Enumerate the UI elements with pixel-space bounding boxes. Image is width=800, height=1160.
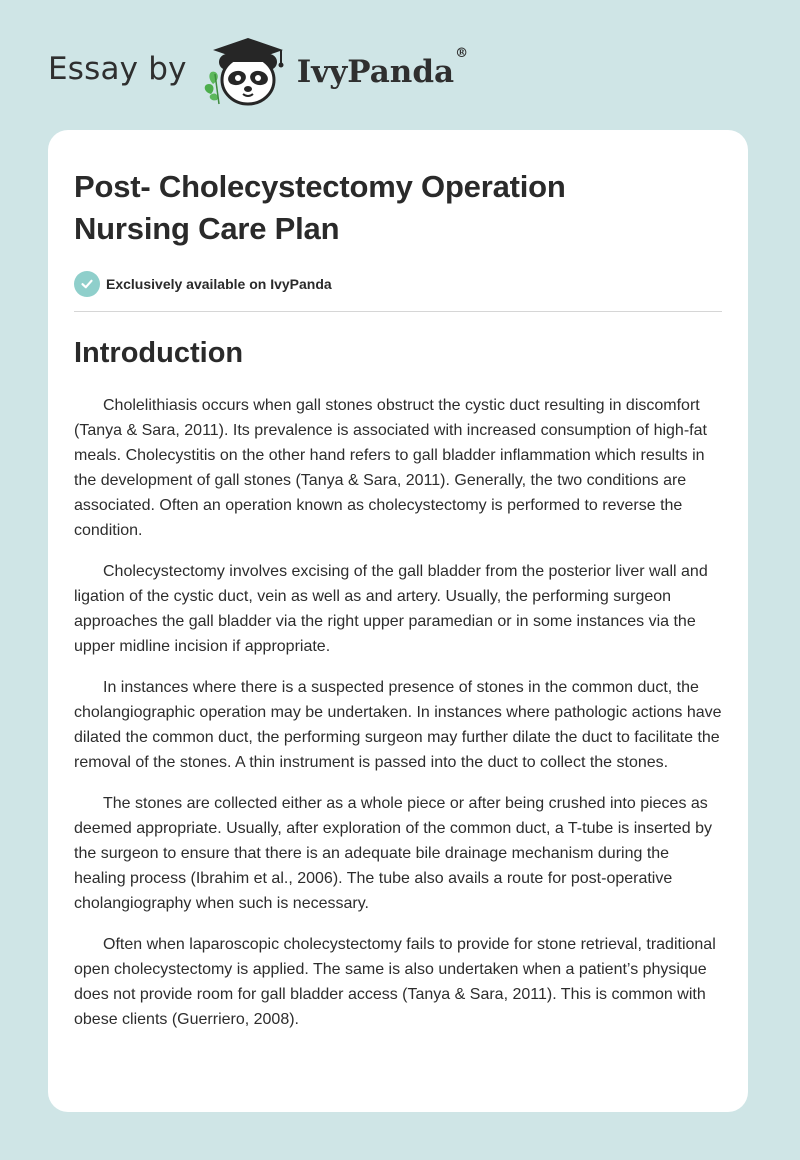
divider: [74, 311, 722, 312]
exclusive-label: Exclusively available on IvyPanda: [106, 276, 332, 292]
title-line-2: Nursing Care Plan: [74, 211, 340, 246]
exclusive-badge: [74, 270, 722, 298]
article-card: [48, 130, 748, 1112]
title-line-1: Post- Cholecystectomy Operation: [74, 169, 566, 204]
paragraph: Often when laparoscopic cholecystectomy fails to provide for stone retrieval, traditional open cholecystectomy is applied. The same is also undertaken when a patient’s physique does not provide room for gall bladder access (Tanya & Sara, 2011). This is common with obese clients (Guerriero, 2008).: [74, 936, 716, 1028]
panda-graduate-icon[interactable]: [199, 34, 291, 108]
check-circle-icon: [74, 271, 100, 297]
registered-mark: ®: [455, 45, 469, 61]
paragraph: Cholecystectomy involves excising of the gall bladder from the posterior liver wall and ligation of the cystic duct, vein as well as and artery. Usually, the performing surgeon approaches the gall bladder via the right upper paramedian or in some instances via the upper midline incision if appropriate.: [74, 563, 708, 655]
section-heading: Introduction: [74, 337, 244, 369]
paragraph: The stones are collected either as a whole piece or after being crushed into pieces as deemed appropriate. Usually, after exploration of the common duct, a T-tube is inserted by the surgeon to ensure that there is an adequate bile drainage mechanism during the healing process (Ibrahim et al., 2006). The tube also avails a route for post-operative cholangiography when such is necessary.: [74, 795, 712, 912]
essay-by-label: Essay by: [48, 51, 187, 87]
site-header: [48, 34, 468, 108]
brand-name[interactable]: [296, 45, 469, 90]
paragraph: Cholelithiasis occurs when gall stones obstruct the cystic duct resulting in discomfort (Tanya & Sara, 2011). Its prevalence is associated with increased consumption of high-fat meals. Cholecystitis on the other hand refers to gall bladder inflammation which results in the development of gall stones (Tanya & Sara, 2011). Generally, the two conditions are associated. Often an operation known as cholecystectomy is performed to reverse the condition.: [74, 397, 707, 539]
brand-label: IvyPanda: [296, 54, 455, 90]
page-title: [74, 166, 722, 250]
paragraph: In instances where there is a suspected presence of stones in the common duct, the cholangiographic operation may be undertaken. In instances where pathologic actions have dilated the common duct, the performing surgeon may further dilate the duct to facilitate the removal of the stones. A thin instrument is passed into the duct to collect the stones.: [74, 679, 722, 771]
